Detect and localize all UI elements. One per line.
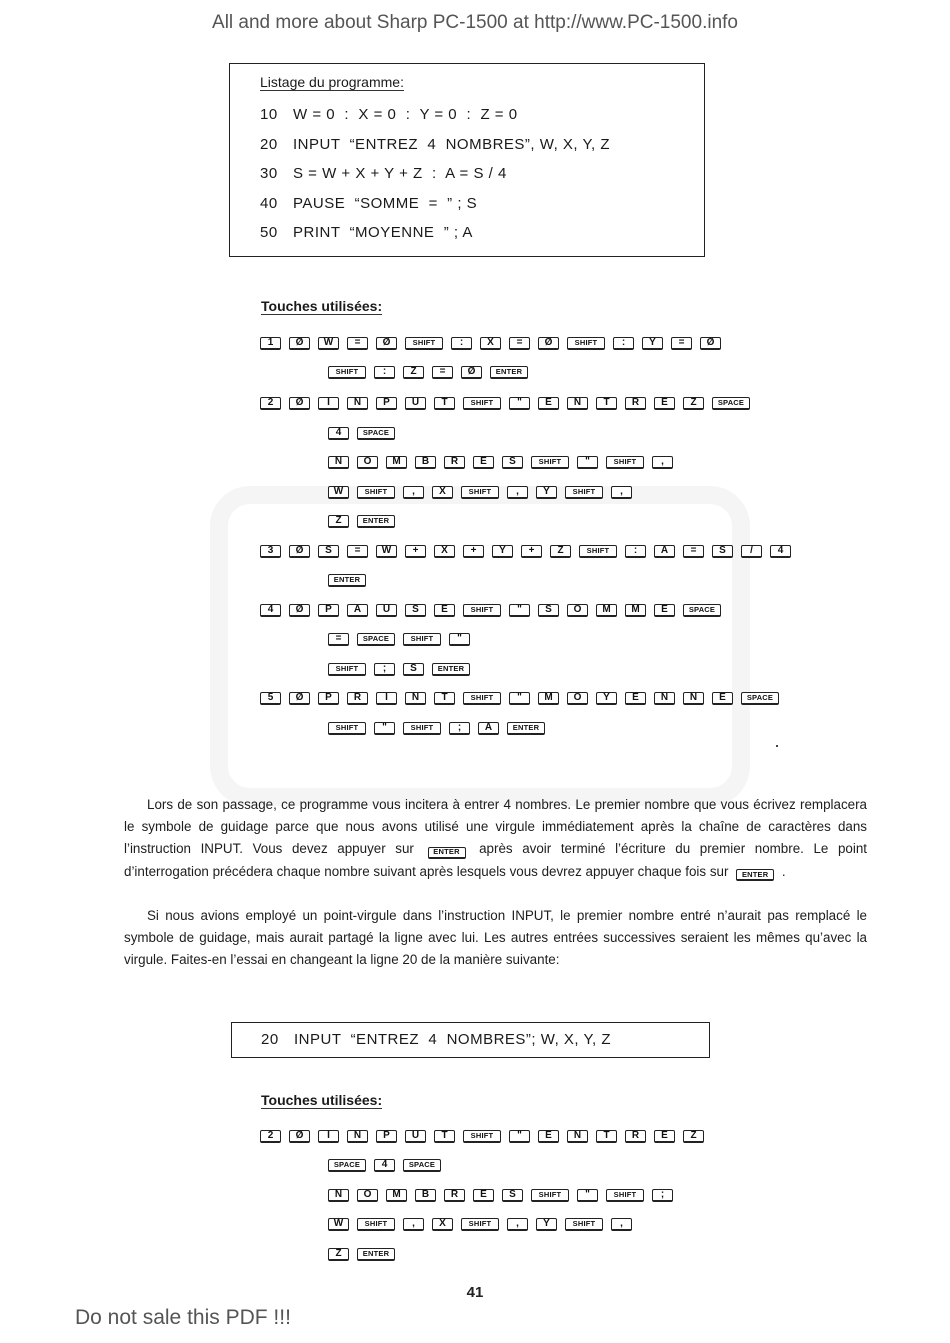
key-cap: SHIFT xyxy=(403,633,441,646)
enter-key-inline: ENTER xyxy=(736,869,774,881)
key-cap: E xyxy=(625,692,646,705)
key-cap: Ø xyxy=(376,337,397,350)
key-cap: " xyxy=(509,604,530,617)
key-cap: SHIFT xyxy=(463,1130,501,1143)
paragraph-text: Si nous avions employé un point-virgule dans l’instruction INPUT, le premier nombre entré n’aurait pas remplacé le symbole de guidage, mais aurait partagé la ligne avec lui. Les autres entrées successives seraient les mêmes qu’avec la virgule. Faites-en l’essai en changeant la ligne 20 de la manière suivante: xyxy=(124,908,867,968)
key-cap: SPACE xyxy=(403,1159,441,1172)
keys-used-title: Touches utilisées: xyxy=(261,1092,383,1108)
key-cap: M xyxy=(625,604,646,617)
key-cap: SHIFT xyxy=(357,1218,395,1231)
key-cap: SPACE xyxy=(357,427,395,440)
key-cap: S xyxy=(318,545,339,558)
key-cap: Z xyxy=(550,545,571,558)
key-cap: SHIFT xyxy=(463,397,501,410)
key-cap: N xyxy=(347,1130,368,1143)
key-cap: I xyxy=(376,692,397,705)
line-code: PRINT “MOYENNE ” ; A xyxy=(293,224,473,241)
stray-mark xyxy=(776,745,778,747)
key-cap: = xyxy=(347,337,368,350)
key-cap: SHIFT xyxy=(565,486,603,499)
key-cap: N xyxy=(567,1130,588,1143)
key-cap: = xyxy=(509,337,530,350)
key-cap: , xyxy=(611,486,632,499)
key-row xyxy=(328,630,478,648)
key-cap: P xyxy=(318,604,339,617)
key-cap: R xyxy=(347,692,368,705)
key-cap: M xyxy=(386,1189,407,1202)
key-cap: 4 xyxy=(770,545,791,558)
key-cap: W xyxy=(376,545,397,558)
key-cap: B xyxy=(415,456,436,469)
line-number: 20 xyxy=(260,135,278,153)
key-row xyxy=(260,601,729,619)
key-cap: T xyxy=(596,397,617,410)
key-cap: SHIFT xyxy=(328,722,366,735)
key-row xyxy=(328,1186,681,1204)
key-cap: 4 xyxy=(374,1159,395,1172)
key-cap: = xyxy=(683,545,704,558)
key-cap: ENTER xyxy=(490,366,528,379)
key-cap: Ø xyxy=(700,337,721,350)
key-cap: SHIFT xyxy=(579,545,617,558)
key-cap: S xyxy=(538,604,559,617)
key-row xyxy=(328,1245,403,1263)
key-cap: SHIFT xyxy=(357,486,395,499)
key-cap: Y xyxy=(492,545,513,558)
key-cap: Z xyxy=(328,515,349,528)
key-cap: N xyxy=(328,1189,349,1202)
key-cap: O xyxy=(567,604,588,617)
key-cap: SHIFT xyxy=(565,1218,603,1231)
key-cap: , xyxy=(611,1218,632,1231)
key-cap: I xyxy=(318,397,339,410)
key-cap: ; xyxy=(449,722,470,735)
key-cap: SHIFT xyxy=(606,1189,644,1202)
key-cap: T xyxy=(596,1130,617,1143)
watermark xyxy=(210,486,750,806)
key-cap: : xyxy=(613,337,634,350)
paragraph-text: . xyxy=(781,863,786,879)
line-code: W = 0 : X = 0 : Y = 0 : Z = 0 xyxy=(293,106,518,123)
key-cap: P xyxy=(376,397,397,410)
key-cap: S xyxy=(502,1189,523,1202)
key-cap: E xyxy=(473,1189,494,1202)
key-cap: Y xyxy=(596,692,617,705)
key-cap: B xyxy=(415,1189,436,1202)
code-line xyxy=(260,218,704,248)
line-code: INPUT “ENTREZ 4 NOMBRES”; W, X, Y, Z xyxy=(294,1031,612,1048)
key-cap: N xyxy=(347,397,368,410)
key-cap: Ø xyxy=(289,692,310,705)
key-cap: 2 xyxy=(260,397,281,410)
key-cap: " xyxy=(449,633,470,646)
page-header: All and more about Sharp PC-1500 at http://www.PC-1500.info xyxy=(212,12,738,33)
key-cap: T xyxy=(434,397,455,410)
key-cap: R xyxy=(625,1130,646,1143)
key-cap: X xyxy=(434,545,455,558)
key-cap: SHIFT xyxy=(461,486,499,499)
key-cap: = xyxy=(328,633,349,646)
key-cap: N xyxy=(328,456,349,469)
key-cap: U xyxy=(405,397,426,410)
key-cap: E xyxy=(538,1130,559,1143)
key-cap: " xyxy=(509,692,530,705)
line-code: INPUT “ENTREZ 4 NOMBRES”, W, X, Y, Z xyxy=(293,135,611,153)
key-cap: Ø xyxy=(461,366,482,379)
key-cap: P xyxy=(376,1130,397,1143)
key-cap: " xyxy=(374,722,395,735)
key-cap: ENTER xyxy=(357,515,395,528)
program-listing-box xyxy=(229,63,705,257)
key-cap: E xyxy=(654,1130,675,1143)
line-number: 20 xyxy=(261,1031,279,1048)
key-cap: 3 xyxy=(260,545,281,558)
key-cap: R xyxy=(625,397,646,410)
key-cap: SHIFT xyxy=(606,456,644,469)
key-cap: X xyxy=(432,486,453,499)
page-number: 41 xyxy=(466,1284,484,1301)
key-cap: O xyxy=(567,692,588,705)
explanation-paragraph xyxy=(124,794,867,883)
key-cap: N xyxy=(683,692,704,705)
key-cap: Ø xyxy=(289,604,310,617)
key-cap: A xyxy=(654,545,675,558)
key-cap: Z xyxy=(683,397,704,410)
key-cap: SHIFT xyxy=(405,337,443,350)
line-number: 30 xyxy=(260,165,278,182)
key-cap: , xyxy=(403,1218,424,1231)
key-cap: Ø xyxy=(289,397,310,410)
key-cap: : xyxy=(625,545,646,558)
key-cap: M xyxy=(596,604,617,617)
key-cap: Y xyxy=(642,337,663,350)
key-cap: + xyxy=(521,545,542,558)
key-cap: Ø xyxy=(289,337,310,350)
key-cap: X xyxy=(432,1218,453,1231)
key-cap: Z xyxy=(683,1130,704,1143)
key-cap: SHIFT xyxy=(531,1189,569,1202)
paragraph-text: Lors de son passage, ce programme vous incitera à entrer 4 nombres. Le premier nombre que vous écrivez remplacera le symbole de guidage parce que nous avons utilisé une virgule immédiatement après la chaîne de caractères dans l’instruction INPUT. Vous devez appuyer sur xyxy=(124,797,867,857)
key-cap: ENTER xyxy=(432,663,470,676)
key-cap: ; xyxy=(652,1189,673,1202)
key-cap: E xyxy=(434,604,455,617)
key-cap: E xyxy=(654,604,675,617)
key-cap: Z xyxy=(328,1248,349,1261)
key-cap: A xyxy=(478,722,499,735)
key-cap: S xyxy=(502,456,523,469)
key-cap: / xyxy=(741,545,762,558)
key-cap: S xyxy=(712,545,733,558)
key-cap: P xyxy=(318,692,339,705)
key-cap: I xyxy=(318,1130,339,1143)
code-line xyxy=(260,189,704,219)
key-cap: A xyxy=(347,604,368,617)
key-cap: U xyxy=(405,1130,426,1143)
key-cap: Ø xyxy=(289,1130,310,1143)
code-line xyxy=(260,100,704,130)
key-cap: SHIFT xyxy=(328,663,366,676)
key-cap: SHIFT xyxy=(461,1218,499,1231)
line-code: PAUSE “SOMME = ” ; S xyxy=(293,194,478,212)
key-cap: S xyxy=(403,663,424,676)
key-cap: Z xyxy=(403,366,424,379)
key-cap: ENTER xyxy=(328,574,366,587)
line-number: 50 xyxy=(260,224,278,241)
key-cap: X xyxy=(480,337,501,350)
key-cap: = xyxy=(347,545,368,558)
key-row xyxy=(328,660,478,678)
key-cap: = xyxy=(671,337,692,350)
key-cap: " xyxy=(509,397,530,410)
key-cap: Y xyxy=(536,486,557,499)
key-row xyxy=(260,542,799,560)
key-cap: , xyxy=(507,486,528,499)
key-cap: R xyxy=(444,1189,465,1202)
key-cap: , xyxy=(507,1218,528,1231)
key-cap: SPACE xyxy=(328,1159,366,1172)
key-row xyxy=(260,394,758,412)
paragraph-text: après avoir terminé l’écriture du premier nombre. Le point d’interrogation précédera chaque nombre suivant après lesquels vous devrez appuyer chaque fois sur xyxy=(124,841,867,879)
key-cap: SHIFT xyxy=(531,456,569,469)
key-cap: , xyxy=(403,486,424,499)
key-row xyxy=(328,719,553,737)
key-row xyxy=(260,334,729,352)
key-cap: SHIFT xyxy=(463,692,501,705)
key-cap: : xyxy=(451,337,472,350)
key-row xyxy=(328,363,536,381)
key-cap: 4 xyxy=(260,604,281,617)
key-cap: E xyxy=(712,692,733,705)
key-cap: W xyxy=(328,486,349,499)
key-row xyxy=(260,689,787,707)
key-cap: SHIFT xyxy=(567,337,605,350)
key-cap: O xyxy=(357,456,378,469)
key-cap: Ø xyxy=(538,337,559,350)
key-cap: , xyxy=(652,456,673,469)
key-cap: U xyxy=(376,604,397,617)
key-row xyxy=(328,1156,449,1174)
key-row xyxy=(328,453,681,471)
key-cap: SPACE xyxy=(683,604,721,617)
key-cap: N xyxy=(567,397,588,410)
key-cap: SHIFT xyxy=(403,722,441,735)
key-cap: " xyxy=(577,1189,598,1202)
key-cap: Ø xyxy=(289,545,310,558)
key-row xyxy=(328,1215,640,1233)
key-cap: T xyxy=(434,1130,455,1143)
key-cap: " xyxy=(509,1130,530,1143)
key-cap: SPACE xyxy=(357,633,395,646)
code-line xyxy=(260,130,704,160)
key-cap: E xyxy=(654,397,675,410)
key-row xyxy=(328,424,403,442)
footer-note: Do not sale this PDF !!! xyxy=(75,1306,291,1329)
key-row xyxy=(328,571,374,589)
key-cap: SHIFT xyxy=(463,604,501,617)
key-cap: T xyxy=(434,692,455,705)
listing-title: Listage du programme: xyxy=(260,74,404,90)
key-cap: + xyxy=(463,545,484,558)
line-number: 40 xyxy=(260,194,278,212)
key-row xyxy=(328,512,403,530)
line-code: S = W + X + Y + Z : A = S / 4 xyxy=(293,165,507,182)
key-cap: SHIFT xyxy=(328,366,366,379)
enter-key-inline: ENTER xyxy=(428,847,466,859)
key-cap: E xyxy=(473,456,494,469)
key-cap: R xyxy=(444,456,465,469)
key-cap: SPACE xyxy=(712,397,750,410)
key-cap: M xyxy=(386,456,407,469)
key-cap: ENTER xyxy=(357,1248,395,1261)
key-cap: = xyxy=(432,366,453,379)
key-cap: + xyxy=(405,545,426,558)
key-cap: M xyxy=(538,692,559,705)
key-cap: O xyxy=(357,1189,378,1202)
key-cap: N xyxy=(405,692,426,705)
key-cap: " xyxy=(577,456,598,469)
key-cap: S xyxy=(405,604,426,617)
code-line xyxy=(260,159,704,189)
key-cap: 5 xyxy=(260,692,281,705)
key-cap: : xyxy=(374,366,395,379)
key-cap: W xyxy=(328,1218,349,1231)
line-number: 10 xyxy=(260,106,278,123)
modified-line-box xyxy=(231,1022,710,1058)
key-cap: W xyxy=(318,337,339,350)
key-cap: SPACE xyxy=(741,692,779,705)
key-cap: 1 xyxy=(260,337,281,350)
key-row xyxy=(328,483,640,501)
key-cap: ; xyxy=(374,663,395,676)
explanation-paragraph xyxy=(124,905,867,972)
key-cap: E xyxy=(538,397,559,410)
key-cap: 4 xyxy=(328,427,349,440)
key-row xyxy=(260,1127,712,1145)
key-cap: Y xyxy=(536,1218,557,1231)
keys-used-title: Touches utilisées: xyxy=(261,298,383,314)
key-cap: N xyxy=(654,692,675,705)
key-cap: 2 xyxy=(260,1130,281,1143)
key-cap: ENTER xyxy=(507,722,545,735)
